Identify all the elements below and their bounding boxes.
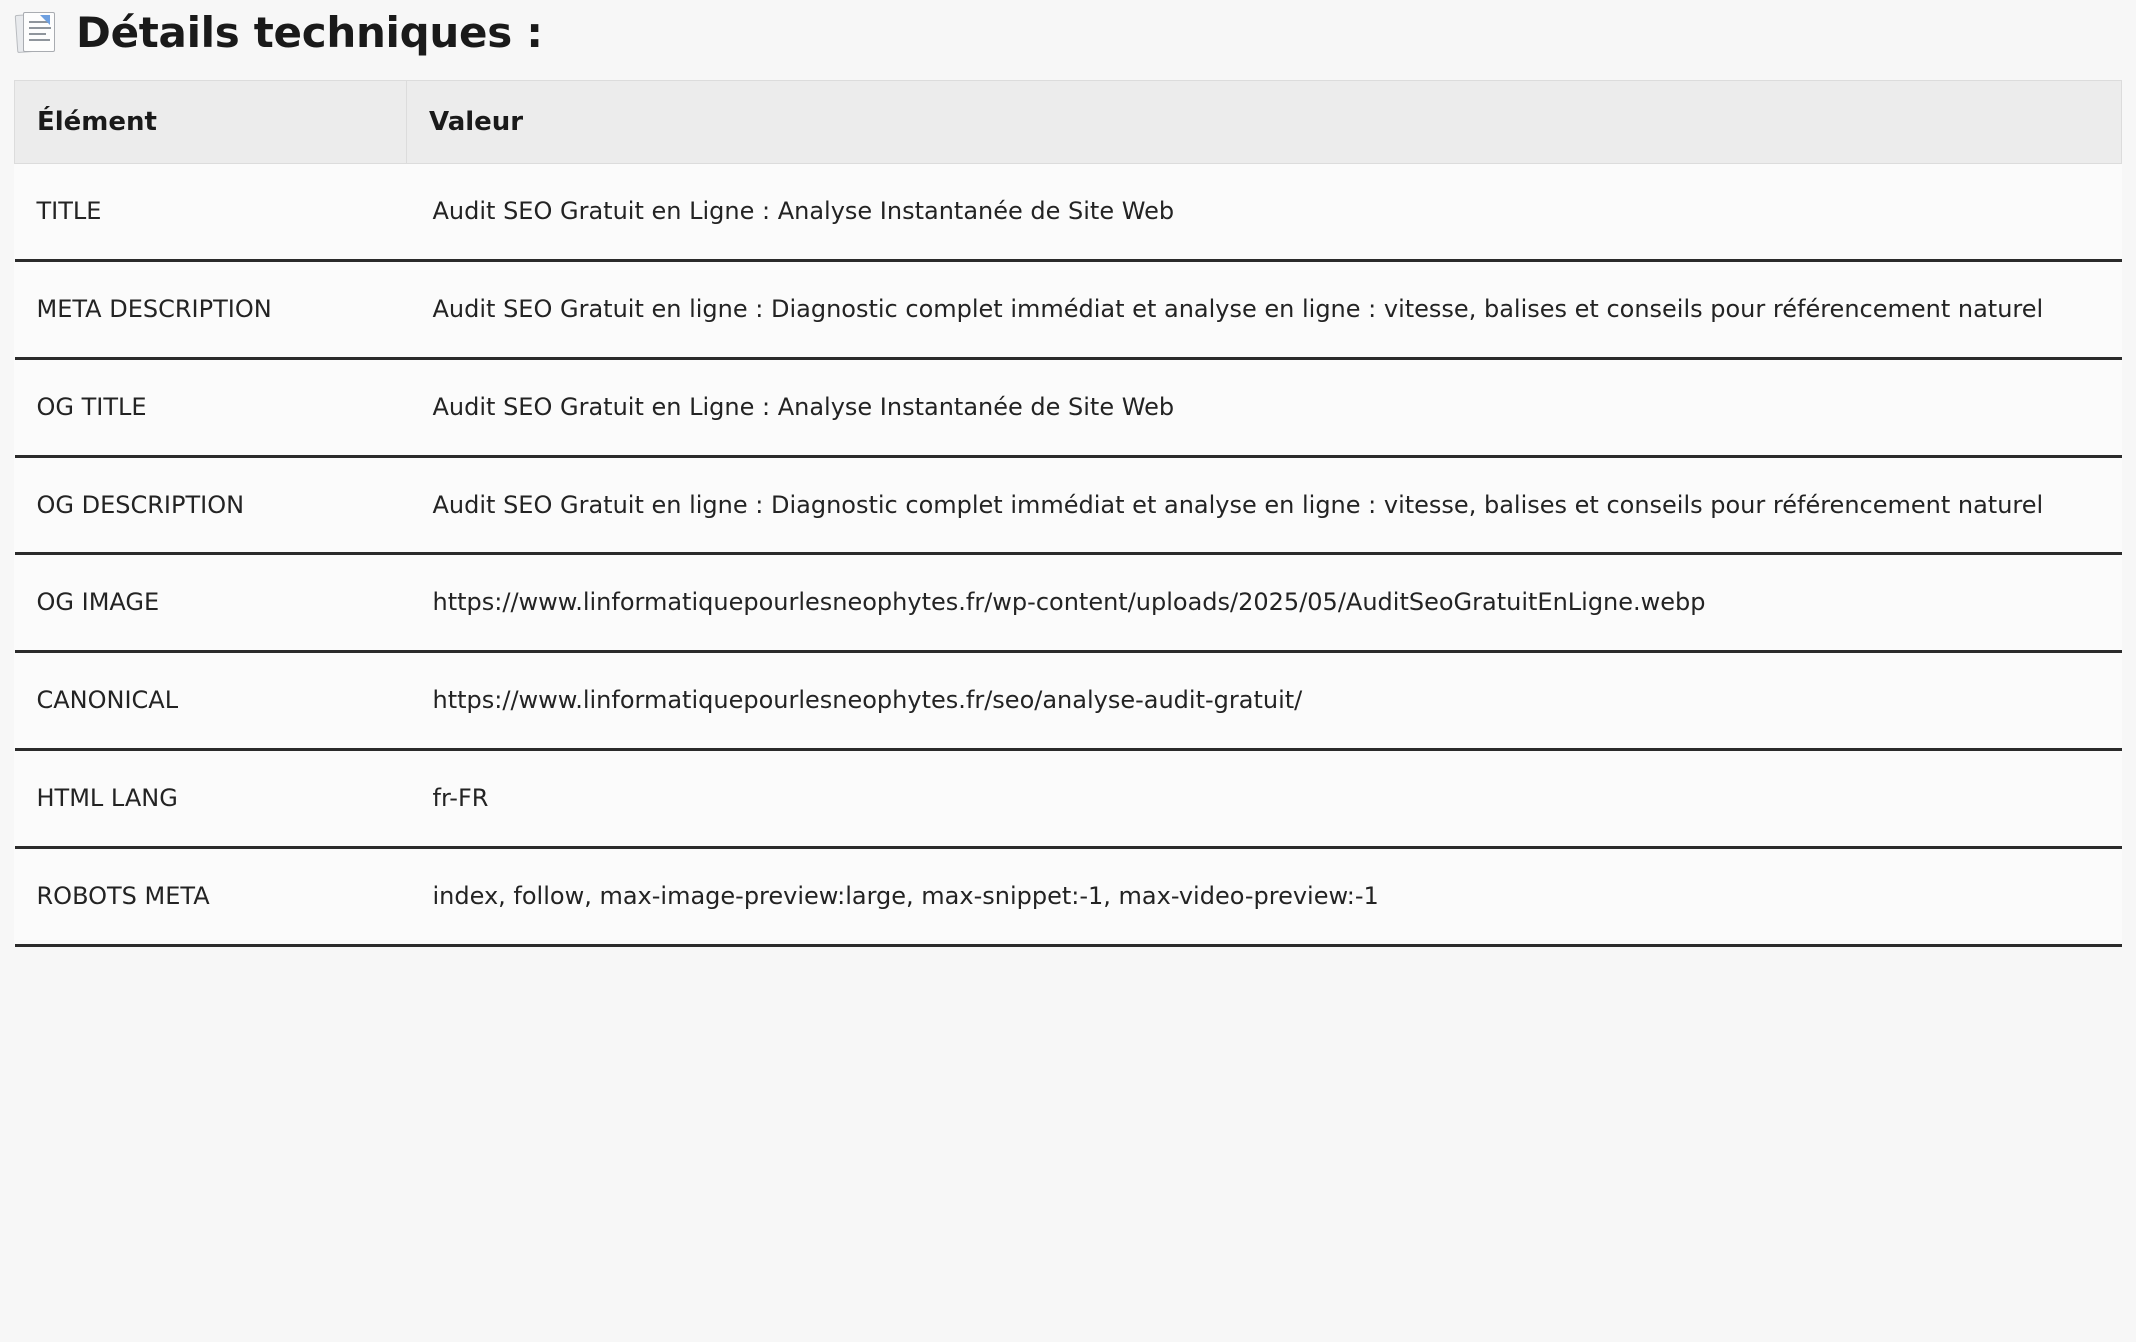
row-element-label: TITLE: [15, 164, 407, 261]
table-row: [15, 456, 2122, 554]
document-pages-icon: [14, 10, 60, 56]
table-row: [15, 164, 2122, 261]
page-title: Détails techniques :: [76, 8, 543, 57]
table-body: [15, 164, 2122, 945]
row-value: fr-FR: [407, 749, 2122, 847]
technical-details-table: [14, 80, 2122, 946]
row-value: https://www.linformatiquepourlesneophytes.fr/wp-content/uploads/2025/05/AuditSeoGratuitEnLigne.webp: [407, 554, 2122, 652]
row-value: https://www.linformatiquepourlesneophytes.fr/seo/analyse-audit-gratuit/: [407, 652, 2122, 750]
row-element-label: OG IMAGE: [15, 554, 407, 652]
row-element-label: CANONICAL: [15, 652, 407, 750]
row-element-label: ROBOTS META: [15, 847, 407, 945]
table-row: [15, 749, 2122, 847]
row-value: Audit SEO Gratuit en Ligne : Analyse Instantanée de Site Web: [407, 358, 2122, 456]
table-row: [15, 260, 2122, 358]
table-row: [15, 554, 2122, 652]
row-value: index, follow, max-image-preview:large, max-snippet:-1, max-video-preview:-1: [407, 847, 2122, 945]
column-header-element: Élément: [15, 81, 407, 164]
table-row: [15, 358, 2122, 456]
column-header-value: Valeur: [407, 81, 2122, 164]
row-value: Audit SEO Gratuit en ligne : Diagnostic complet immédiat et analyse en ligne : vitesse, balises et conseils pour référencement naturel: [407, 260, 2122, 358]
table-header-row: [15, 81, 2122, 164]
page-header: [0, 0, 2136, 56]
row-element-label: OG DESCRIPTION: [15, 456, 407, 554]
row-value: Audit SEO Gratuit en Ligne : Analyse Instantanée de Site Web: [407, 164, 2122, 261]
table-header: [15, 81, 2122, 164]
row-element-label: OG TITLE: [15, 358, 407, 456]
row-element-label: META DESCRIPTION: [15, 260, 407, 358]
table-row: [15, 652, 2122, 750]
row-element-label: HTML LANG: [15, 749, 407, 847]
row-value: Audit SEO Gratuit en ligne : Diagnostic complet immédiat et analyse en ligne : vitesse, balises et conseils pour référencement naturel: [407, 456, 2122, 554]
table-row: [15, 847, 2122, 945]
